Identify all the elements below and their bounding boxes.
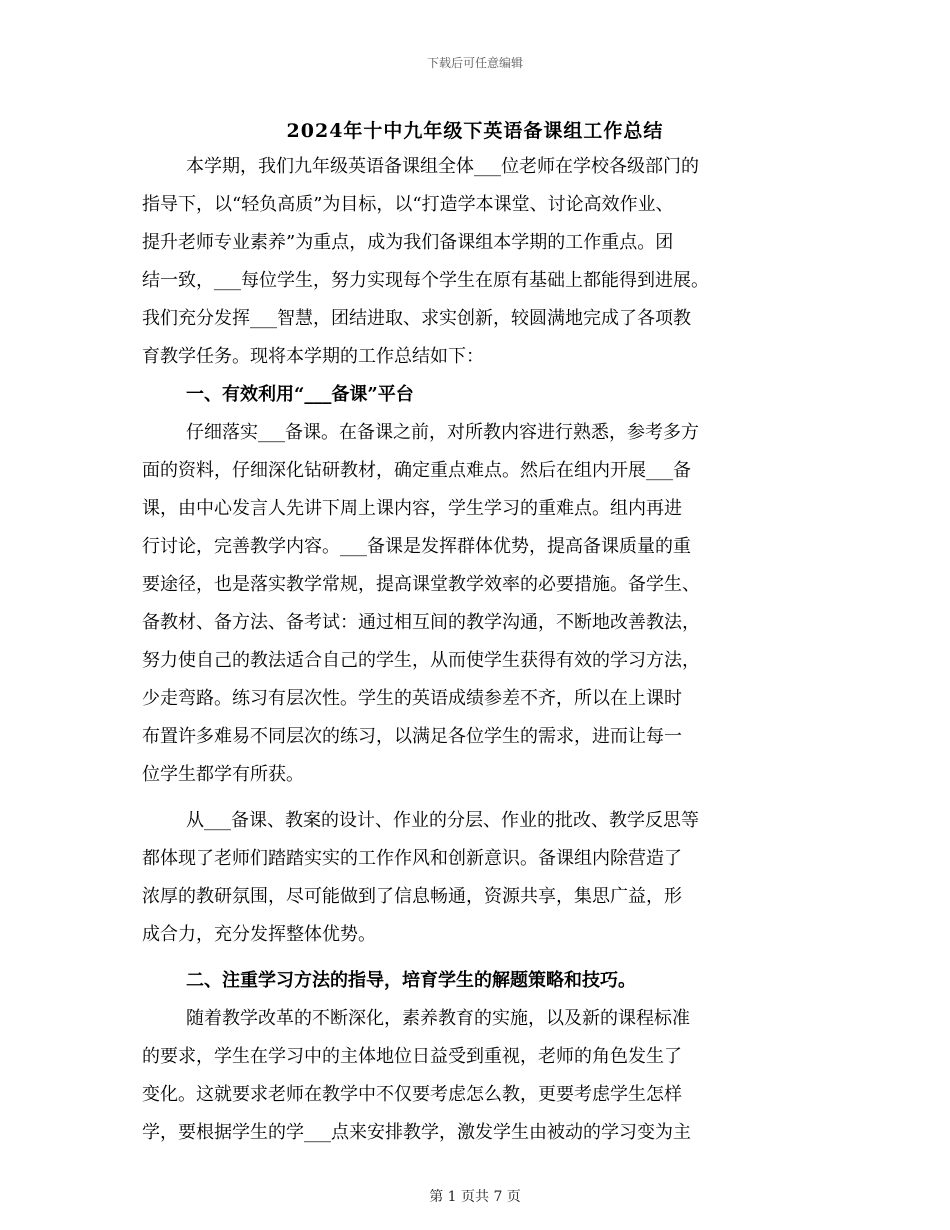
section-heading-1: 一、有效利用“___备课”平台 (186, 384, 414, 405)
page-footer: 第 1 页共 7 页 (429, 1189, 521, 1205)
text-line: 成合力，充分发挥整体优势。 (142, 924, 376, 945)
text-line: 结一致，___每位学生，努力实现每个学生在原有基础上都能得到进展。 (142, 270, 709, 291)
text-line: 学，要根据学生的学___点来安排教学，激发学生由被动的学习变为主 (142, 1122, 691, 1143)
section-heading-2: 二、注重学习方法的指导，培育学生的解题策略和技巧。 (186, 970, 636, 991)
text-line: 育教学任务。现将本学期的工作总结如下： (142, 346, 484, 367)
text-line: 要途径，也是落实教学常规，提高课堂教学效率的必要措施。备学生、 (142, 574, 700, 595)
text-line: 课，由中心发言人先讲下周上课内容，学生学习的重难点。组内再进 (142, 498, 682, 519)
text-line: 备教材、备方法、备考试：通过相互间的教学沟通，不断地改善教法， (142, 612, 700, 633)
text-line: 的要求，学生在学习中的主体地位日益受到重视，老师的角色发生了 (142, 1046, 682, 1067)
text-line: 从___备课、教案的设计、作业的分层、作业的批改、教学反思等 (186, 810, 699, 831)
text-line: 布置许多难易不同层次的练习，以满足各位学生的需求，进而让每一 (142, 726, 682, 747)
paragraph-section1-a (142, 414, 806, 794)
text-line: 面的资料，仔细深化钻研教材，确定重点难点。然后在组内开展___备 (142, 460, 691, 481)
text-line: 少走弯路。练习有层次性。学生的英语成绩参差不齐，所以在上课时 (142, 688, 682, 709)
document-body (142, 148, 806, 1152)
text-line: 都体现了老师们踏踏实实的工作作风和创新意识。备课组内除营造了 (142, 848, 682, 869)
document-title: 2024年十中九年级下英语备课组工作总结 (286, 120, 664, 142)
text-line: 我们充分发挥___智慧，团结进取、求实创新，较圆满地完成了各项教 (142, 308, 691, 329)
paragraph-section1-b (142, 802, 806, 954)
text-line: 随着教学改革的不断深化，素养教育的实施，以及新的课程标准 (186, 1008, 690, 1029)
text-line: 行讨论，完善教学内容。___备课是发挥群体优势，提高备课质量的重 (142, 536, 691, 557)
text-line: 变化。这就要求老师在教学中不仅要考虑怎么教，更要考虑学生怎样 (142, 1084, 682, 1105)
header-note: 下载后可任意编辑 (426, 56, 523, 70)
text-line: 仔细落实___备课。在备课之前，对所教内容进行熟悉，参考多方 (186, 422, 699, 443)
text-line: 指导下，以“轻负高质”为目标，以“打造学本课堂、讨论高效作业、 (142, 194, 674, 215)
paragraph-intro (142, 148, 806, 376)
paragraph-section2 (142, 1000, 806, 1152)
text-line: 位学生都学有所获。 (142, 764, 304, 785)
text-line: 浓厚的教研氛围，尽可能做到了信息畅通，资源共享，集思广益，形 (142, 886, 682, 907)
text-line: 努力使自己的教法适合自己的学生，从而使学生获得有效的学习方法， (142, 650, 700, 671)
text-line: 本学期，我们九年级英语备课组全体___位老师在学校各级部门的 (186, 156, 699, 177)
text-line: 提升老师专业素养”为重点，成为我们备课组本学期的工作重点。团 (142, 232, 674, 253)
